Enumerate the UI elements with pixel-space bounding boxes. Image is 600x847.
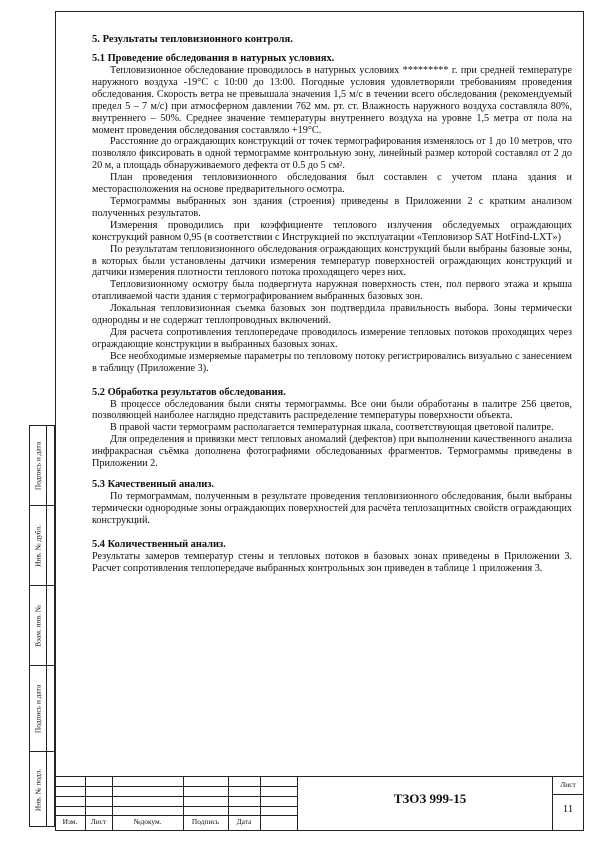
subsection-5-4-body [92,551,572,575]
section-heading: 5. Результаты тепловизионного контроля. [92,34,293,45]
column-label: №докум. [133,817,162,826]
stamp-cell [30,666,46,752]
margin-stamp-blank [47,425,55,827]
subsection-5-3-body [92,491,572,527]
paragraph: По результатам тепловизионного обследования ограждающих конструкций были выбраны базовые зоны, в которых были установлены датчики измерения температур поверхностей ограждающих конструкций и датчики измерения плотности теплового потока проходящего через них. [92,243,572,279]
paragraph: В процессе обследования были сняты термограммы. Все они были обработаны в палитре 256 цветов, позволяющей наиболее наглядно представить распределение температуры поверхности объекта. [92,398,572,422]
stamp-label: Инв. № дубл. [33,524,43,567]
margin-stamp [29,425,47,827]
column-label: Лист [90,817,107,826]
paragraph: По термограммам, полученным в результате проведения тепловизионного обследования, были выбраны термически однородные зоны ограждающих поверхностей для расчёта теплозащитных свойств ограждающих конструкций. [92,491,572,526]
stamp-label: Взам. инв. № [33,604,43,647]
paragraph: План проведения тепловизионного обследования был составлен с учетом плана здания и месторасположения на основе предварительного осмотра. [92,172,572,196]
paragraph: В правой части термограмм располагается температурная шкала, соответствующая цветовой палитре. [110,422,554,434]
paragraph: Результаты замеров температур стены и тепловых потоков в базовых зонах приведены в Приложении 3. Расчет сопротивления теплопередаче выбранных контрольных зон приведен в таблице 1 приложения 3. [92,550,572,574]
paragraph: Термограммы выбранных зон здания (строения) приведены в Приложении 2 с кратким анализом полученных результатов. [92,195,572,219]
stamp-cell [30,752,46,828]
subsection-title-5-2: 5.2 Обработка результатов обследования. [92,386,286,398]
paragraph: Локальная тепловизионная съемка базовых зон подтвердила правильность выбора. Зоны термически однородны и не содержат теплопроводных включений. [92,303,572,327]
document-body [92,34,572,575]
document-code: ТЗОЗ 999-15 [393,791,467,806]
paragraph: Для расчета сопротивления теплопередаче проводилось измерение тепловых потоков проходящих через ограждающие конструкции в выбранных базовых зонах. [92,326,572,350]
column-label: Дата [236,817,252,826]
stamp-cell [30,426,46,506]
stamp-label: Подпись и дата [33,441,43,490]
sheet-number: 11 [562,803,574,815]
column-label: Изм. [62,817,78,826]
subsection-title-5-3: 5.3 Качественный анализ. [92,479,215,490]
paragraph: Измерения проводились при коэффициенте теплового излучения обследуемых ограждающих конструкций равном 0,95 (в соответствии с Инструкцией по эксплуатации «Тепловизор SAT HotFind-LXT») [92,219,572,243]
subsection-5-2-body [92,399,572,470]
stamp-cell [30,506,46,586]
stamp-label: Подпись и дата [33,684,43,733]
column-label: Подпись [191,817,220,826]
subsection-title-5-1: 5.1 Проведение обследования в натурных условиях. [92,53,335,64]
paragraph: Тепловизионное обследование проводилось в натурных условиях ********* г. при средней температуре наружного воздуха -19°С с 10:00 до 13:00. Погодные условия удовлетворяли требованиям проведения обследования. Скорость ветра не превышала значения 1,5 м/с в течении всего обследования (рекомендуемый предел 5 – 7 м/с) при атмосферном давлении 762 мм. рт. ст. Влажность наружного воздуха составляла 80%, внутреннего – 50%. Среднее значение температуры внутреннего воздуха на уровне 1,5 метра от пола на момент проведения обследования составляло +19°С. [92,65,572,136]
subsection-title-5-4: 5.4 Количественный анализ. [92,538,226,550]
paragraph: Расстояние до ограждающих конструкций от точек термографирования изменялось от 1 до 10 метров, что позволяло фиксировать в одной термограмме контрольную зону, линейный размер которой составлял от 2 до 20 м, а площадь обнаруживаемого дефекта от 0.5 до 5 см². [92,136,572,172]
paragraph: Тепловизионному осмотру была подвергнута наружная поверхность стен, пол первого этажа и крыша отапливаемой части здания с термографированием выбранных базовых зон. [92,279,572,303]
stamp-label: Инв. № подл. [33,768,43,812]
subsection-5-1-body [92,65,572,375]
title-block [55,776,584,831]
stamp-cell [30,586,46,666]
sheet-label: Лист [560,780,576,789]
paragraph: Все необходимые измеряемые параметры по тепловому потоку регистрировались визуально с занесением в таблицу (Приложение 3). [92,350,572,374]
paragraph: Для определения и привязки мест тепловых аномалий (дефектов) при выполнении качественного анализа инфракрасная съёмка дополнена фотографиями обследованных фрагментов. Термограммы приведены в Приложении 2. [92,434,572,470]
